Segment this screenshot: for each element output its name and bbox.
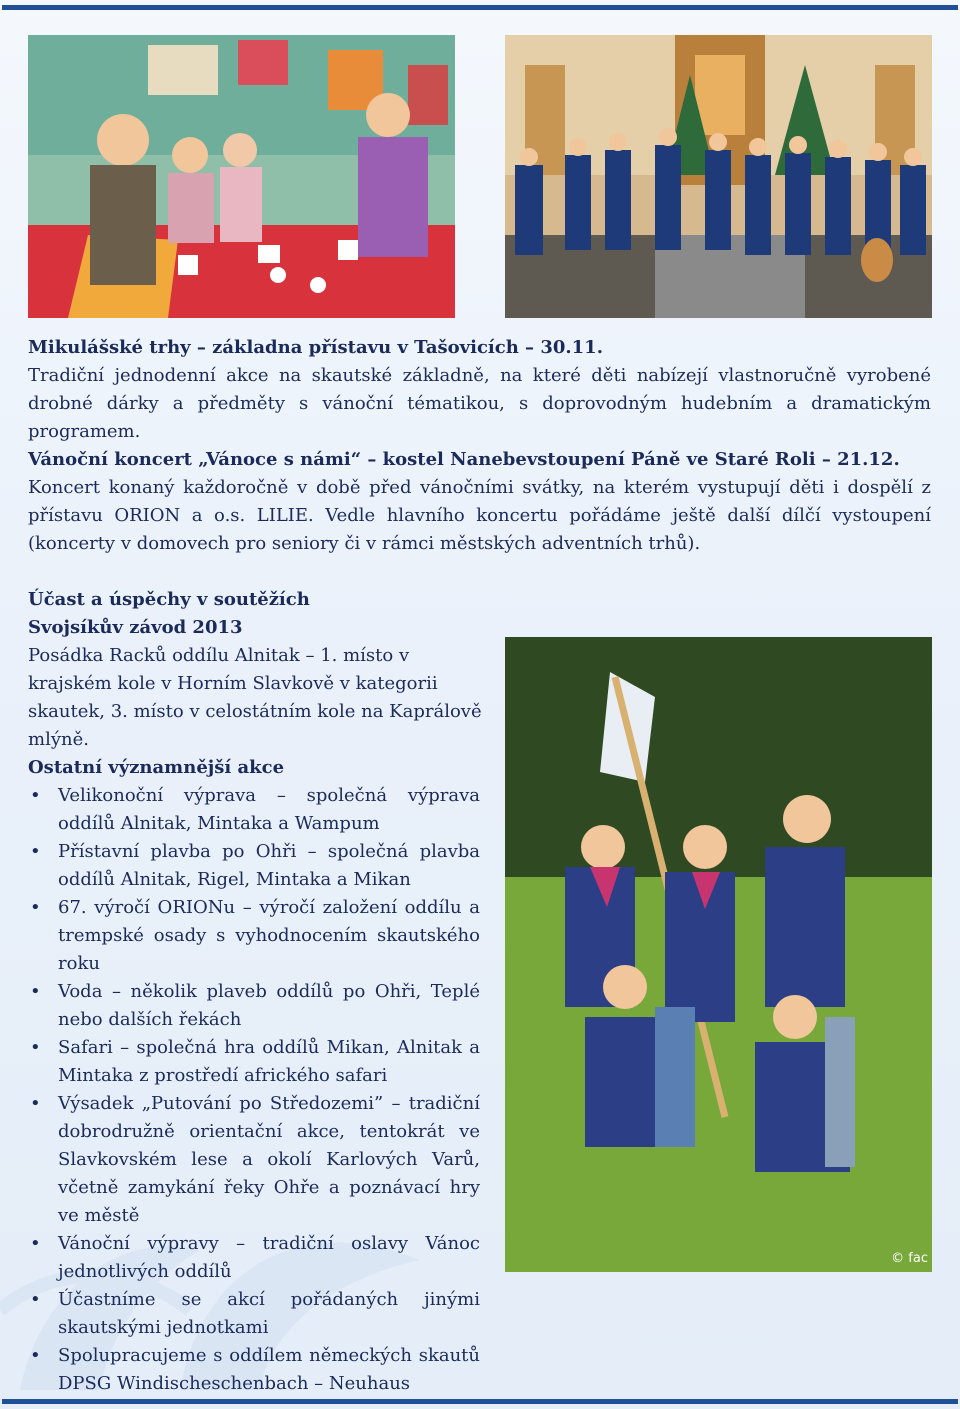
events-list [28, 782, 480, 1398]
market-heading: Mikulášské trhy – základna přístavu v Tašovicích – 30.11. [28, 337, 603, 358]
list-item: • Voda – několik plaveb oddílů po Ohři, Teplé nebo dalších řekách [28, 978, 480, 1034]
list-item: • Účastníme se akcí pořádaných jinými skautskými jednotkami [28, 1286, 480, 1342]
list-item: • Přístavní plavba po Ohři – společná plavba oddílů Alnitak, Rigel, Mintaka a Mikan [28, 838, 480, 894]
photo-credit: © fac [891, 1251, 928, 1266]
concert-section [28, 446, 931, 558]
competitions-heading: Účast a úspěchy v soutěžích [28, 589, 310, 610]
competitions-subheading: Svojsíkův závod 2013 [28, 617, 243, 638]
market-photo [28, 35, 455, 318]
other-section [28, 754, 480, 1398]
bottom-border [2, 1399, 958, 1404]
list-item: • Spolupracujeme s oddílem německých skautů DPSG Windischeschenbach – Neuhaus [28, 1342, 480, 1398]
list-item: • 67. výročí ORIONu – výročí založení oddílu a trempské osady s vyhodnocením skautského roku [28, 894, 480, 978]
list-item: • Safari – společná hra oddílů Mikan, Alnitak a Mintaka z prostředí afrického safari [28, 1034, 480, 1090]
market-section [28, 334, 931, 446]
concert-body: Koncert konaný každoročně v době před vánočními svátky, na kterém vystupují děti i dospělí z přístavu ORION a o.s. LILIE. Vedle hlavního koncertu pořádáme ještě další dílčí vystoupení (koncerty v domovech pro seniory či v rámci městských adventních trhů). [28, 477, 931, 554]
market-body: Tradiční jednodenní akce na skautské základně, na které děti nabízejí vlastnoručně vyrobené drobné dárky a předměty s vánoční tématikou, s doprovodným hudebním a dramatickým programem. [28, 365, 931, 442]
list-item: • Velikonoční výprava – společná výprava oddílů Alnitak, Mintaka a Wampum [28, 782, 480, 838]
competitions-section [28, 586, 483, 754]
top-border [2, 5, 958, 10]
list-item: • Výsadek „Putování po Středozemi” – tradiční dobrodružně orientační akce, tentokrát ve Slavkovském lese a okolí Karlových Varů, včetně zamykání řeky Ohře a poznávací hry ve městě [28, 1090, 480, 1230]
competitions-body: Posádka Racků oddílu Alnitak – 1. místo v krajském kole v Horním Slavkově v kategorii skautek, 3. místo v celostátním kole na Kaprálově mlýně. [28, 645, 482, 750]
other-heading: Ostatní významnější akce [28, 757, 285, 778]
concert-heading: Vánoční koncert „Vánoce s námi“ – kostel Nanebevstoupení Páně ve Staré Roli – 21.12. [28, 449, 900, 470]
list-item: • Vánoční výpravy – tradiční oslavy Vánoc jednotlivých oddílů [28, 1230, 480, 1286]
concert-photo [505, 35, 932, 318]
scouts-photo [505, 637, 932, 1272]
